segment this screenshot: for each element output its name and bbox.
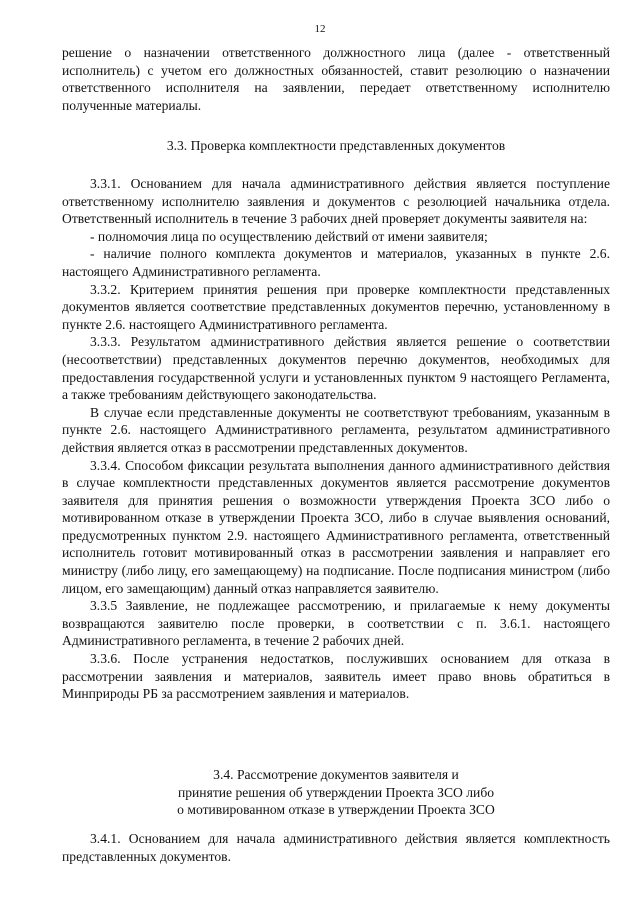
paragraph-3-3-6: 3.3.6. После устранения недостатков, послуживших основанием для отказа в рассмотрении заявления и материалов, заявитель имеет право вновь обратиться в Минприроды РБ за рассмотрением заявления и материалов. — [62, 651, 610, 702]
paragraph-3-3-3: 3.3.3. Результатом административного действия является решение о соответствии (несоответствии) представленных документов перечню документов, необходимых для предоставления государственной услуги и установленных пунктом 9 настоящего Регламента, а также требованиям действующего законодательства. — [62, 334, 610, 403]
section-3-3-body — [62, 175, 610, 703]
section-3-4-heading-block — [62, 766, 610, 819]
bullet-authority: - полномочия лица по осуществлению действий от имени заявителя; — [90, 228, 488, 244]
section-3-4-heading-line-3: о мотивированном отказе в утверждении Проекта ЗСО — [177, 802, 495, 818]
paragraph-3-4-1: 3.4.1. Основанием для начала административного действия является комплектность представленных документов. — [62, 831, 610, 864]
bullet-complete-set: - наличие полного комплекта документов и материалов, указанных в пункте 2.6. настоящего Административного регламента. — [62, 246, 610, 279]
top-paragraph-block — [62, 44, 610, 114]
paragraph-refusal-case: В случае если представленные документы не соответствуют требованиям, указанным в пункте 2.6. настоящего Административного регламента, результатом административного действия является отказ в рассмотрении представленных документов. — [62, 404, 610, 455]
section-3-4-heading-line-1: 3.4. Рассмотрение документов заявителя и — [213, 767, 459, 782]
top-paragraph: решение о назначении ответственного должностного лица (далее - ответственный исполнитель) с учетом его должностных обязанностей, ставит резолюцию о назначении ответственного исполнителя на заявлении, передает ответственному исполнителю полученные материалы. — [62, 45, 610, 113]
section-3-4-body — [62, 830, 610, 865]
paragraph-3-3-2: 3.3.2. Критерием принятия решения при проверке комплектности представленных документов является соответствие представленных документов перечню, установленному в пункте 2.6. настоящего Административного регламента. — [62, 281, 610, 332]
section-3-3-heading: 3.3. Проверка комплектности представленных документов — [166, 138, 506, 153]
paragraph-3-3-5: 3.3.5 Заявление, не подлежащее рассмотрению, и прилагаемые к нему документы возвращаются заявителю после проверки, в соответствии с п. 3.6.1. настоящего Административного регламента, в течение 2 рабочих дней. — [62, 598, 610, 649]
paragraph-3-3-4: 3.3.4. Способом фиксации результата выполнения данного административного действия в случае комплектности представленных документов является рассмотрение документов заявителя для принятия решения о возможности утверждения Проекта ЗСО либо о мотивированном отказе в утверждении Проекта ЗСО, либо в случае выявления оснований, предусмотренных пунктом 2.9. настоящего Административного регламента, ответственный исполнитель готовит мотивированный отказ в рассмотрении заявления и направляет его министру (либо лицу, его замещающему) на подписание. После подписания министром (либо лицом, его замещающим) данный отказ направляется заявителю. — [62, 457, 610, 596]
section-3-3-heading-block — [62, 137, 610, 155]
page-number: 12 — [314, 23, 326, 35]
section-3-4-heading-line-2: принятие решения об утверждении Проекта ЗСО либо — [177, 784, 495, 800]
paragraph-3-3-1: 3.3.1. Основанием для начала административного действия является поступление ответственному исполнителю заявления и документов с резолюцией начальника отдела. Ответственный исполнитель в течение 3 рабочих дней проверяет документы заявителя на: — [62, 176, 610, 227]
